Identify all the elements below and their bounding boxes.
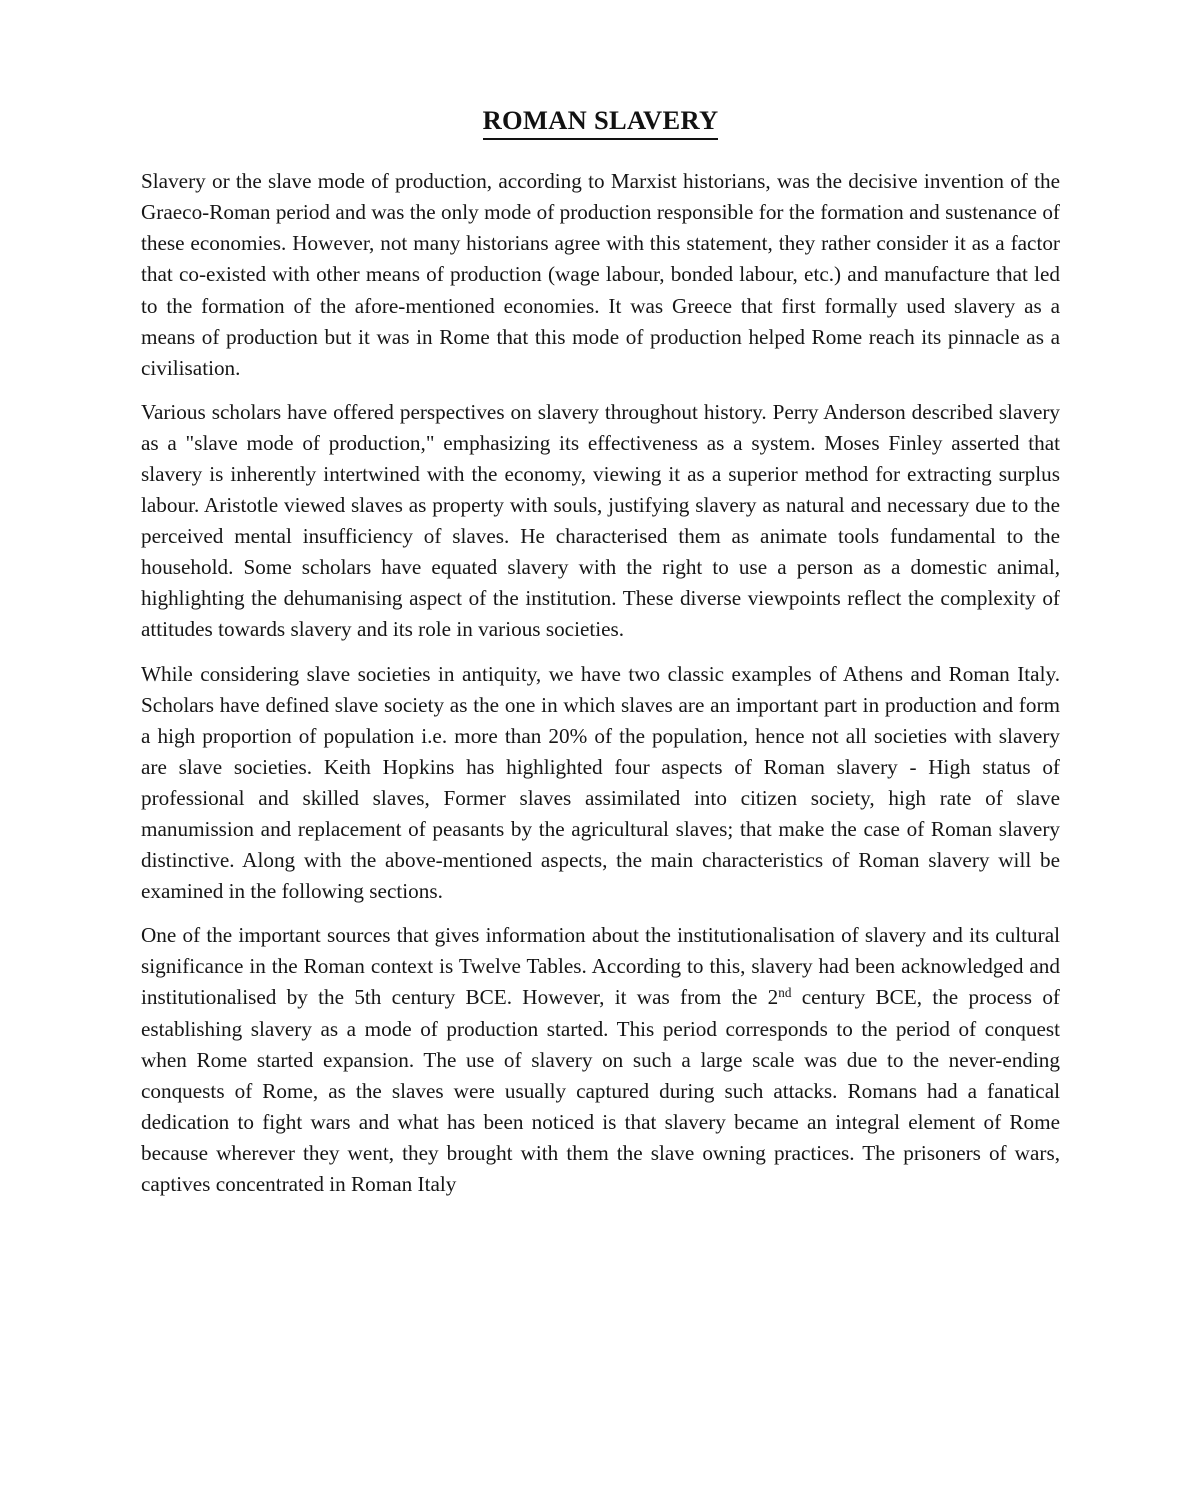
paragraph-4 bbox=[141, 920, 1060, 1200]
paragraph-4-part-2: century BCE, the process of establishing slavery as a mode of production started. This period corresponds to the period of conquest when Rome started expansion. The use of slavery on such a large scale was due to the never-ending conquests of Rome, as the slaves were usually captured during such attacks. Romans had a fanatical dedication to fight wars and what has been noticed is that slavery became an integral element of Rome because wherever they went, they brought with them the slave owning practices. The prisoners of wars, captives concentrated in Roman Italy bbox=[141, 985, 1060, 1197]
paragraph-4-part-1: One of the important sources that gives information about the institutionalisation of slavery and its cultural significance in the Roman context is Twelve Tables. According to this, slavery had been acknowledged and institutionalised by the 5th century BCE. However, it was from the 2 bbox=[141, 923, 1060, 1010]
paragraph-1: Slavery or the slave mode of production, according to Marxist historians, was the decisive invention of the Graeco-Roman period and was the only mode of production responsible for the formation and sustenance of these economies. However, not many historians agree with this statement, they rather consider it as a factor that co-existed with other means of production (wage labour, bonded labour, etc.) and manufacture that led to the formation of the afore-mentioned economies. It was Greece that first formally used slavery as a means of production but it was in Rome that this mode of production helped Rome reach its pinnacle as a civilisation. bbox=[141, 169, 1060, 380]
ordinal-superscript-nd: nd bbox=[778, 985, 792, 1001]
page-title-text: ROMAN SLAVERY bbox=[483, 104, 719, 140]
document-content bbox=[141, 104, 1060, 1200]
page-title bbox=[141, 104, 1060, 140]
paragraph-3: While considering slave societies in antiquity, we have two classic examples of Athens and Roman Italy. Scholars have defined slave society as the one in which slaves are an important part in production and form a high proportion of population i.e. more than 20% of the population, hence not all societies with slavery are slave societies. Keith Hopkins has highlighted four aspects of Roman slavery - High status of professional and skilled slaves, Former slaves assimilated into citizen society, high rate of slave manumission and replacement of peasants by the agricultural slaves; that make the case of Roman slavery distinctive. Along with the above-mentioned aspects, the main characteristics of Roman slavery will be examined in the following sections. bbox=[141, 661, 1060, 904]
paragraph-2: Various scholars have offered perspectives on slavery throughout history. Perry Anderson described slavery as a "slave mode of production," emphasizing its effectiveness as a system. Moses Finley asserted that slavery is inherently intertwined with the economy, viewing it as a superior method for extracting surplus labour. Aristotle viewed slaves as property with souls, justifying slavery as natural and necessary due to the perceived mental insufficiency of slaves. He characterised them as animate tools fundamental to the household. Some scholars have equated slavery with the right to use a person as a domestic animal, highlighting the dehumanising aspect of the institution. These diverse viewpoints reflect the complexity of attitudes towards slavery and its role in various societies. bbox=[141, 399, 1060, 642]
